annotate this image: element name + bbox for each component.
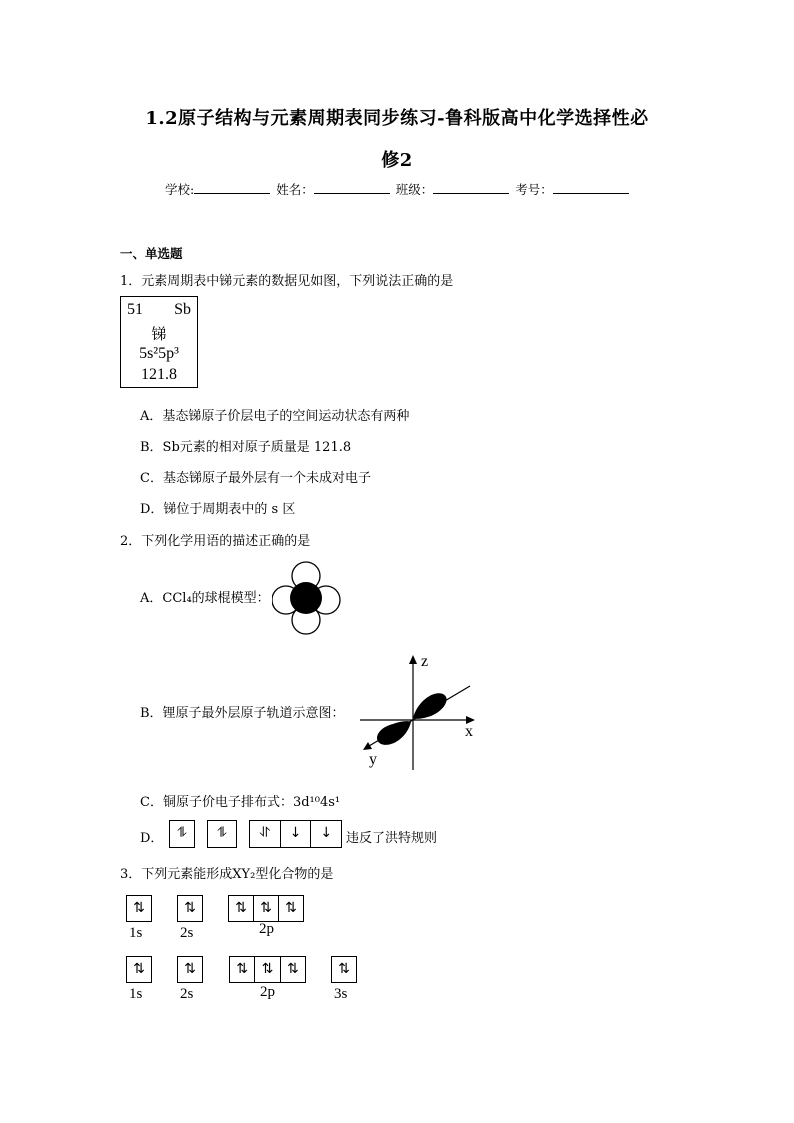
x-axis-label: x [465,723,473,740]
d-orbital-arrow-4: ↓ [280,821,311,847]
row2-label-1s: 1s [129,986,143,1002]
row1-label-2p: 2p [259,921,274,937]
row1-box-2s [177,895,203,922]
row2-label-2p: 2p [260,984,275,1000]
doc-title-line2: 修2 [381,150,413,171]
d-orbital-box-3 [249,820,342,848]
row2-label-3s: 3s [334,986,348,1002]
row1-label-2s: 2s [180,925,194,941]
row2-arrow-2s: ⇅ [184,961,196,977]
row1-arrow-2s: ⇅ [184,900,196,916]
row2-arrow-1s: ⇅ [133,961,145,977]
row1-arrow-2p-1: ⇅ [235,900,247,916]
y-axis-label: y [369,751,377,768]
q1-option-c[interactable]: C．基态锑原子最外层有一个未成对电子 [140,471,371,486]
row2-arrow-2p-3: ⇅ [280,957,305,982]
row2-box-2s [177,956,203,983]
q1-option-a[interactable]: A．基态锑原子价层电子的空间运动状态有两种 [140,409,410,424]
q3-stem: 3．下列元素能形成XY₂型化合物的是 [120,867,334,882]
element-card-sb [120,296,198,388]
number-blank[interactable] [553,181,629,194]
element-mass: 121.8 [141,366,177,383]
element-symbol: Sb [174,301,191,318]
student-info-line [165,180,631,198]
row2-arrow-2p-1: ⇅ [236,961,249,977]
row2-arrow-3s: ⇅ [338,961,350,977]
d-orbital-arrow-3: ⥯ [259,825,271,841]
element-config: 5s²5p³ [139,345,179,362]
row2-box-1s [126,956,152,983]
d-orbital-arrow-5: ↓ [310,821,341,847]
name-label: 姓名： [276,182,314,197]
d-orbital-arrow-1: ⥮ [176,825,188,841]
q2-option-a[interactable]: A．CCl₄的球棍模型： [140,591,270,606]
q2-option-b[interactable]: B．锂原子最外层原子轨道示意图： [140,706,345,721]
row1-box-1s [126,895,152,922]
q1-option-d[interactable]: D．锑位于周期表中的 s 区 [140,502,296,517]
row1-arrow-2p-2: ⇅ [253,896,278,921]
d-orbital-arrow-2: ⥮ [216,825,228,841]
row2-arrow-2p-2: ⇅ [254,957,279,982]
school-blank[interactable] [194,181,270,194]
school-label: 学校: [165,182,195,197]
p-orbital-diagram [355,650,485,775]
q2-stem: 2．下列化学用语的描述正确的是 [120,534,311,549]
q2-option-c[interactable]: C．铜原子价电子排布式：3d¹⁰4s¹ [140,795,341,810]
doc-title-line1: 1.2原子结构与元素周期表同步练习-鲁科版高中化学选择性必 [145,108,649,129]
section-heading: 一、单选题 [120,246,183,261]
q1-option-b[interactable]: B．Sb元素的相对原子质量是 121.8 [140,440,352,455]
class-label: 班级： [395,182,434,197]
row2-box-2p [229,956,306,983]
row1-box-2p [228,895,304,922]
ccl4-ball-stick-model [272,560,342,636]
row1-arrow-1s: ⇅ [133,900,145,916]
class-blank[interactable] [433,181,509,194]
q2-option-d-prefix[interactable]: D． [140,831,164,846]
row1-arrow-2p-3: ⇅ [278,896,303,921]
q2-option-d-note: 违反了洪特规则 [346,831,438,846]
q1-stem: 1．元素周期表中锑元素的数据见如图，下列说法正确的是 [120,274,454,289]
d-orbital-box-1 [169,820,195,848]
row2-label-2s: 2s [180,986,194,1002]
number-label: 考号： [515,182,553,197]
row2-box-3s [331,956,357,983]
d-orbital-box-2 [207,820,237,848]
element-name: 锑 [151,325,167,343]
z-axis-label: z [421,653,429,670]
row1-label-1s: 1s [129,925,143,941]
name-blank[interactable] [314,181,390,194]
element-number: 51 [127,301,143,318]
